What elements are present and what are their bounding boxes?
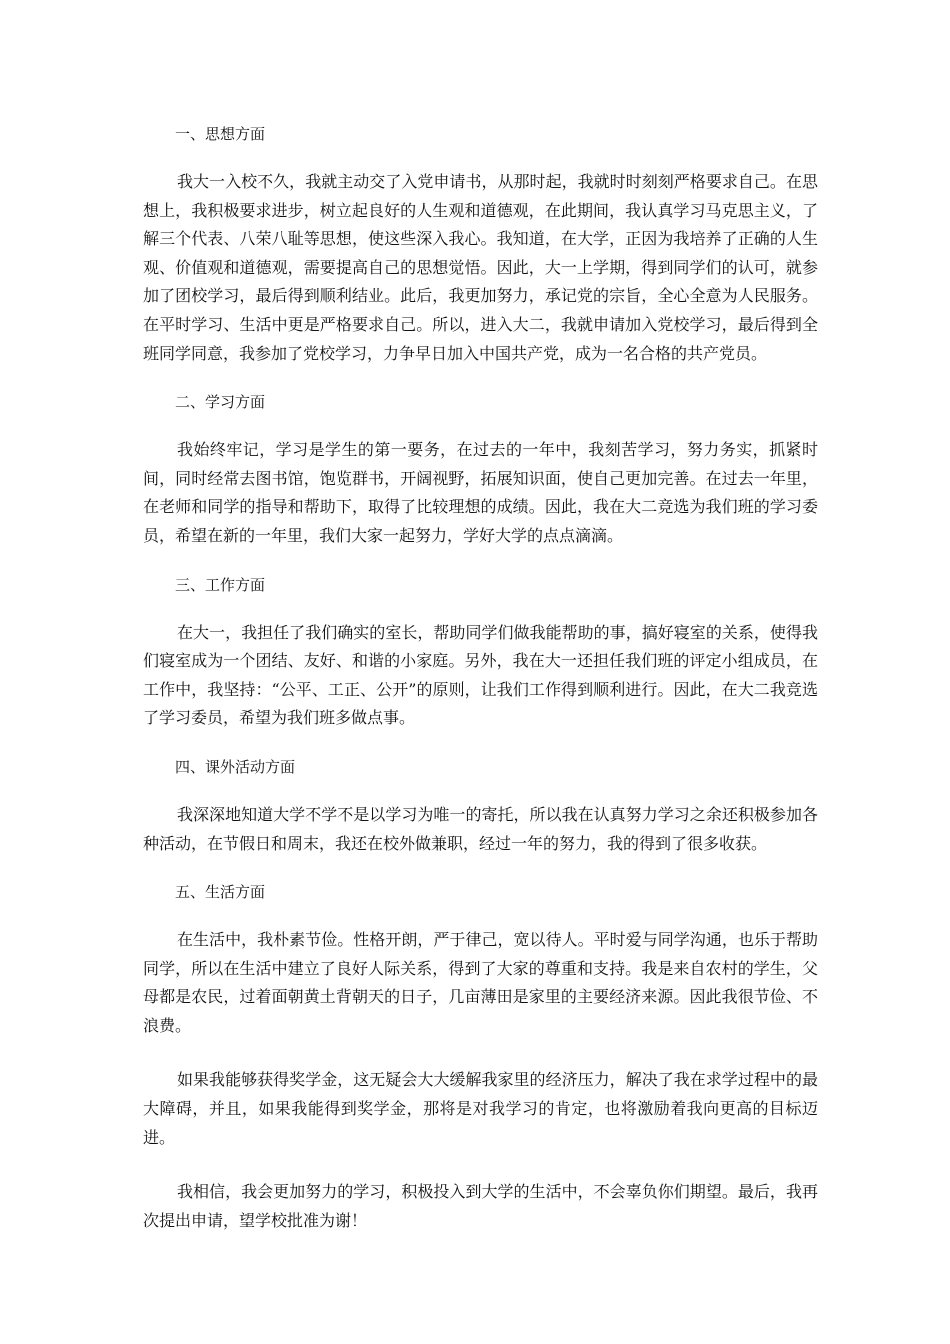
section-study [143, 390, 818, 550]
paragraph: 我大一入校不久，我就主动交了入党申请书，从那时起，我就时时刻刻严格要求自己。在思想上，我积极要求进步，树立起良好的人生观和道德观，在此期间，我认真学习马克思主义，了解三个代表、八荣八耻等思想，使这些深入我心。我知道，在大学，正因为我培养了正确的人生观、价值观和道德观，需要提高自己的思想觉悟。因此，大一上学期，得到同学们的认可，就参加了团校学习，最后得到顺利结业。此后，我更加努力，承记党的宗旨，全心全意为人民服务。在平时学习、生活中更是严格要求自己。所以，进入大二，我就申请加入党校学习，最后得到全班同学同意，我参加了党校学习，力争早日加入中国共产党，成为一名合格的共产党员。 [143, 172, 818, 363]
section-activities [143, 755, 818, 858]
section-heading: 五、生活方面 [175, 883, 266, 902]
section-heading: 一、思想方面 [175, 125, 266, 143]
paragraph: 在生活中，我朴素节俭。性格开朗，严于律己，宽以待人。平时爱与同学沟通，也乐于帮助同学，所以在生活中建立了良好人际关系，得到了大家的尊重和支持。我是来自农村的学生，父母都是农民，过着面朝黄土背朝天的日子，几亩薄田是家里的主要经济来源。因此我很节俭、不浪费。 [143, 930, 818, 1035]
paragraph: 我深深地知道大学不学不是以学习为唯一的寄托，所以我在认真努力学习之余还积极参加各种活动，在节假日和周末，我还在校外做兼职，经过一年的努力，我的得到了很多收获。 [143, 804, 818, 853]
document-page [143, 122, 818, 1261]
section-thought [143, 122, 818, 368]
section-work [143, 573, 818, 733]
paragraph: 在大一，我担任了我们确实的室长，帮助同学们做我能帮助的事，搞好寝室的关系，使得我们寝室成为一个团结、友好、和谐的小家庭。另外，我在大一还担任我们班的评定小组成员，在工作中，我坚持：“公平、工正、公开”的原则，让我们工作得到顺利进行。因此，在大二我竞选了学习委员，希望为我们班多做点事。 [143, 622, 818, 728]
paragraph: 如果我能够获得奖学金，这无疑会大大缓解我家里的经济压力，解决了我在求学过程中的最大障碍，并且，如果我能得到奖学金，那将是对我学习的肯定，也将激励着我向更高的目标迈进。 [143, 1070, 818, 1147]
paragraph: 我相信，我会更加努力的学习，积极投入到大学的生活中，不会辜负你们期望。最后，我再次提出申请，望学校批准为谢！ [143, 1182, 818, 1230]
section-heading: 四、课外活动方面 [175, 757, 296, 776]
section-life [143, 880, 818, 1235]
section-heading: 三、工作方面 [175, 575, 266, 594]
section-heading: 二、学习方面 [175, 393, 266, 412]
paragraph: 我始终牢记，学习是学生的第一要务，在过去的一年中，我刻苦学习，努力务实，抓紧时间，同时经常去图书馆，饱览群书，开阔视野，拓展知识面，使自己更加完善。在过去一年里，在老师和同学的指导和帮助下，取得了比较理想的成绩。因此，我在大二竞选为我们班的学习委员，希望在新的一年里，我们大家一起努力，学好大学的点点滴滴。 [143, 440, 818, 545]
